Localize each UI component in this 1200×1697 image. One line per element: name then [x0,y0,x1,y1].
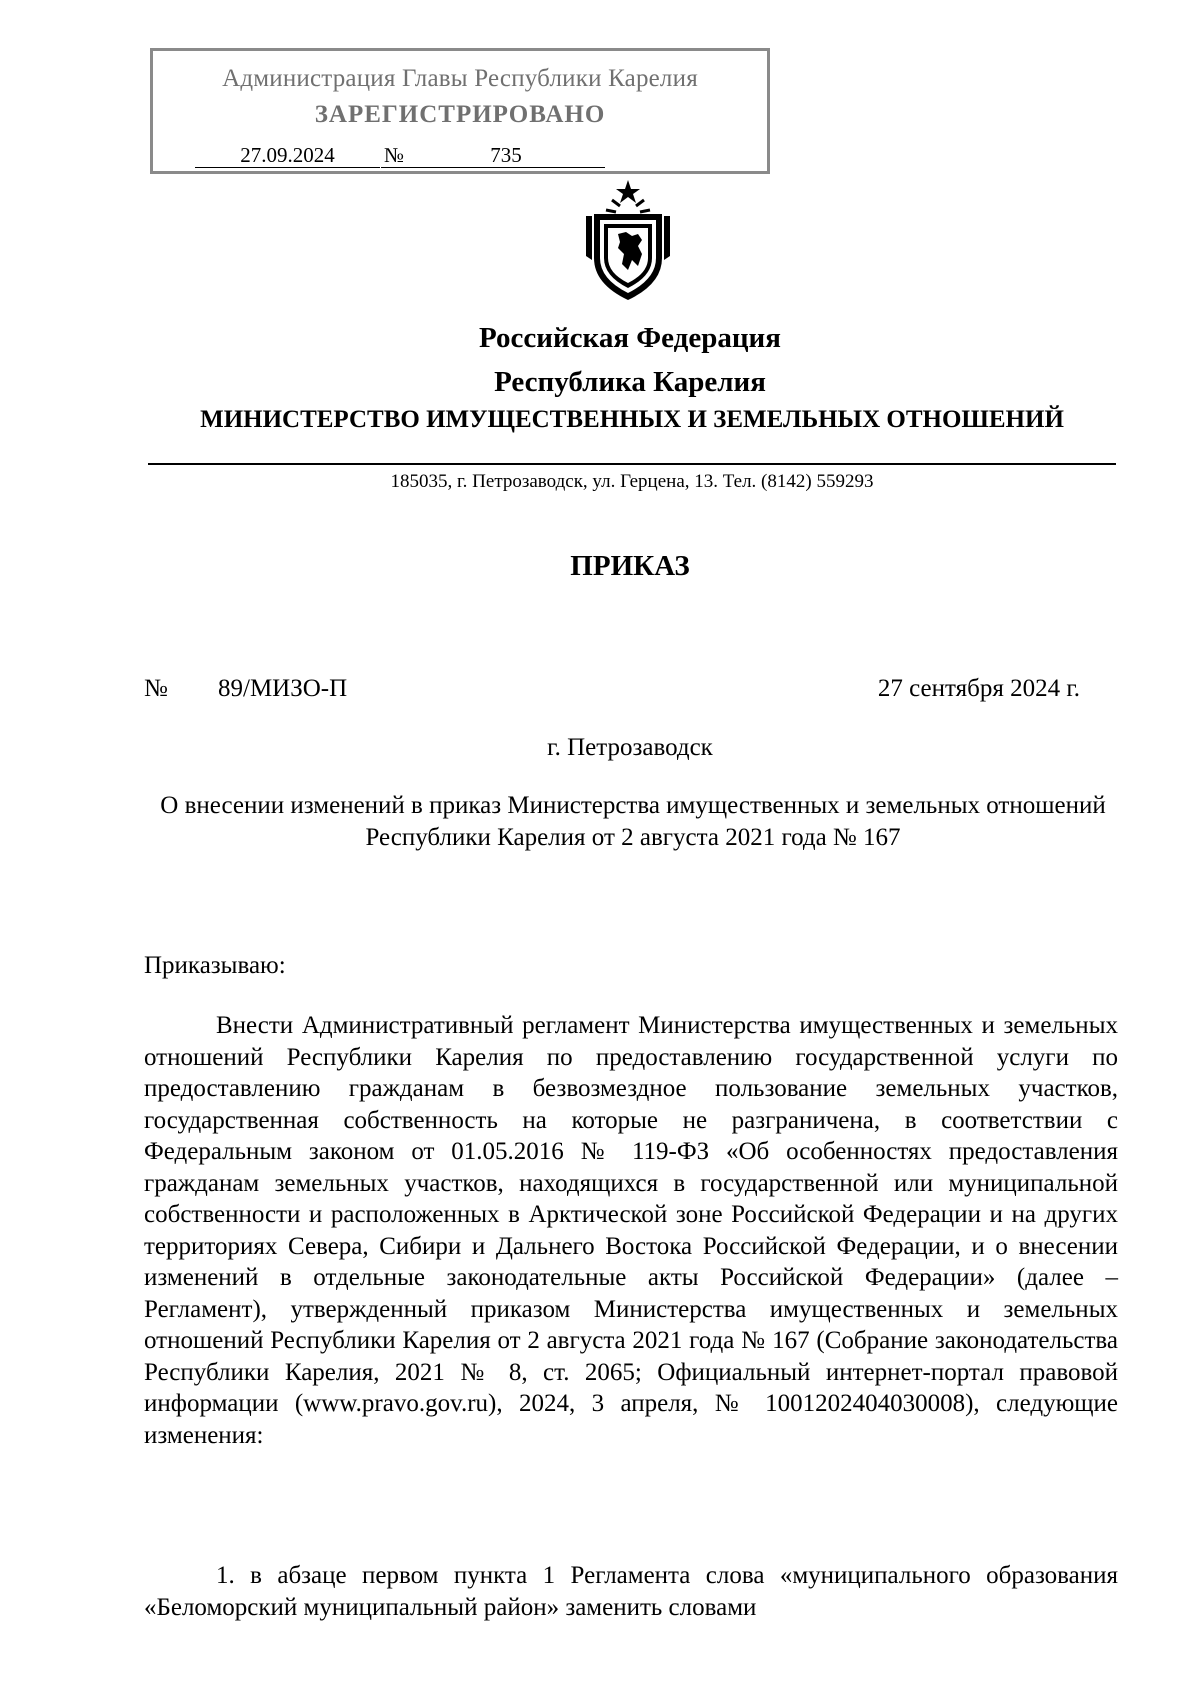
country-name: Российская Федерация [479,322,781,354]
body-paragraph: 1. в абзаце первом пункта 1 Регламента слова «муниципального образования «Беломорский муниципальный район» заменить словами [144,1562,1118,1621]
stamp-number: 735 [407,143,605,168]
header-divider [148,463,1116,465]
order-title: О внесении изменений в приказ Министерства имущественных и земельных отношений Республики Карелия от 2 августа 2021 года № 167 [160,792,1106,851]
ministry-name: МИНИСТЕРСТВО ИМУЩЕСТВЕННЫХ И ЗЕМЕЛЬНЫХ ОТНОШЕНИЙ [200,406,1064,433]
document-type: ПРИКАЗ [570,550,690,582]
karelia-coat-of-arms-icon [582,180,674,302]
body-paragraph: Внести Административный регламент Министерства имущественных и земельных отношений Республики Карелия по предоставлению государственной услуги по предоставлению гражданам в безвозмездное пользование земельных участков, государственная собственность на которые не разграничена, в соответствии с Федеральным законом от 01.05.2016 № 119-ФЗ «Об особенностях предоставления гражданам земельных участков, находящихся в государственной или муниципальной собственности и расположенных в Арктической зоне Российской Федерации и на других территориях Севера, Сибири и Дальнего Востока Российской Федерации, и о внесении изменений в отдельные законодательные акты Российской Федерации» (далее – Регламент), утвержденный приказом Министерства имущественных и земельных отношений Республики Карелия от 2 августа 2021 года № 167 (Собрание законодательства Республики Карелия, 2021 № 8, ст. 2065; Официальный интернет-портал правовой информации (www.pravo.gov.ru), 2024, 3 апреля, № 1001202404030008), следующие изменения: [144,1012,1118,1449]
ministry-address: 185035, г. Петрозаводск, ул. Герцена, 13. Тел. (8142) 559293 [390,471,874,492]
decree-word: Приказываю: [144,952,286,979]
order-date: 27 сентября 2024 г. [877,675,1080,702]
registration-stamp [150,48,770,174]
stamp-status: ЗАРЕГИСТРИРОВАНО [314,101,606,128]
stamp-date: 27.09.2024 [195,143,380,168]
order-number: 89/МИЗО-П [218,675,348,702]
stamp-authority: Администрация Главы Республики Карелия [222,65,698,92]
order-number-sign: № [144,675,168,702]
order-city: г. Петрозаводск [547,734,713,761]
stamp-number-sign: № [381,143,407,168]
republic-name: Республика Карелия [494,366,766,398]
